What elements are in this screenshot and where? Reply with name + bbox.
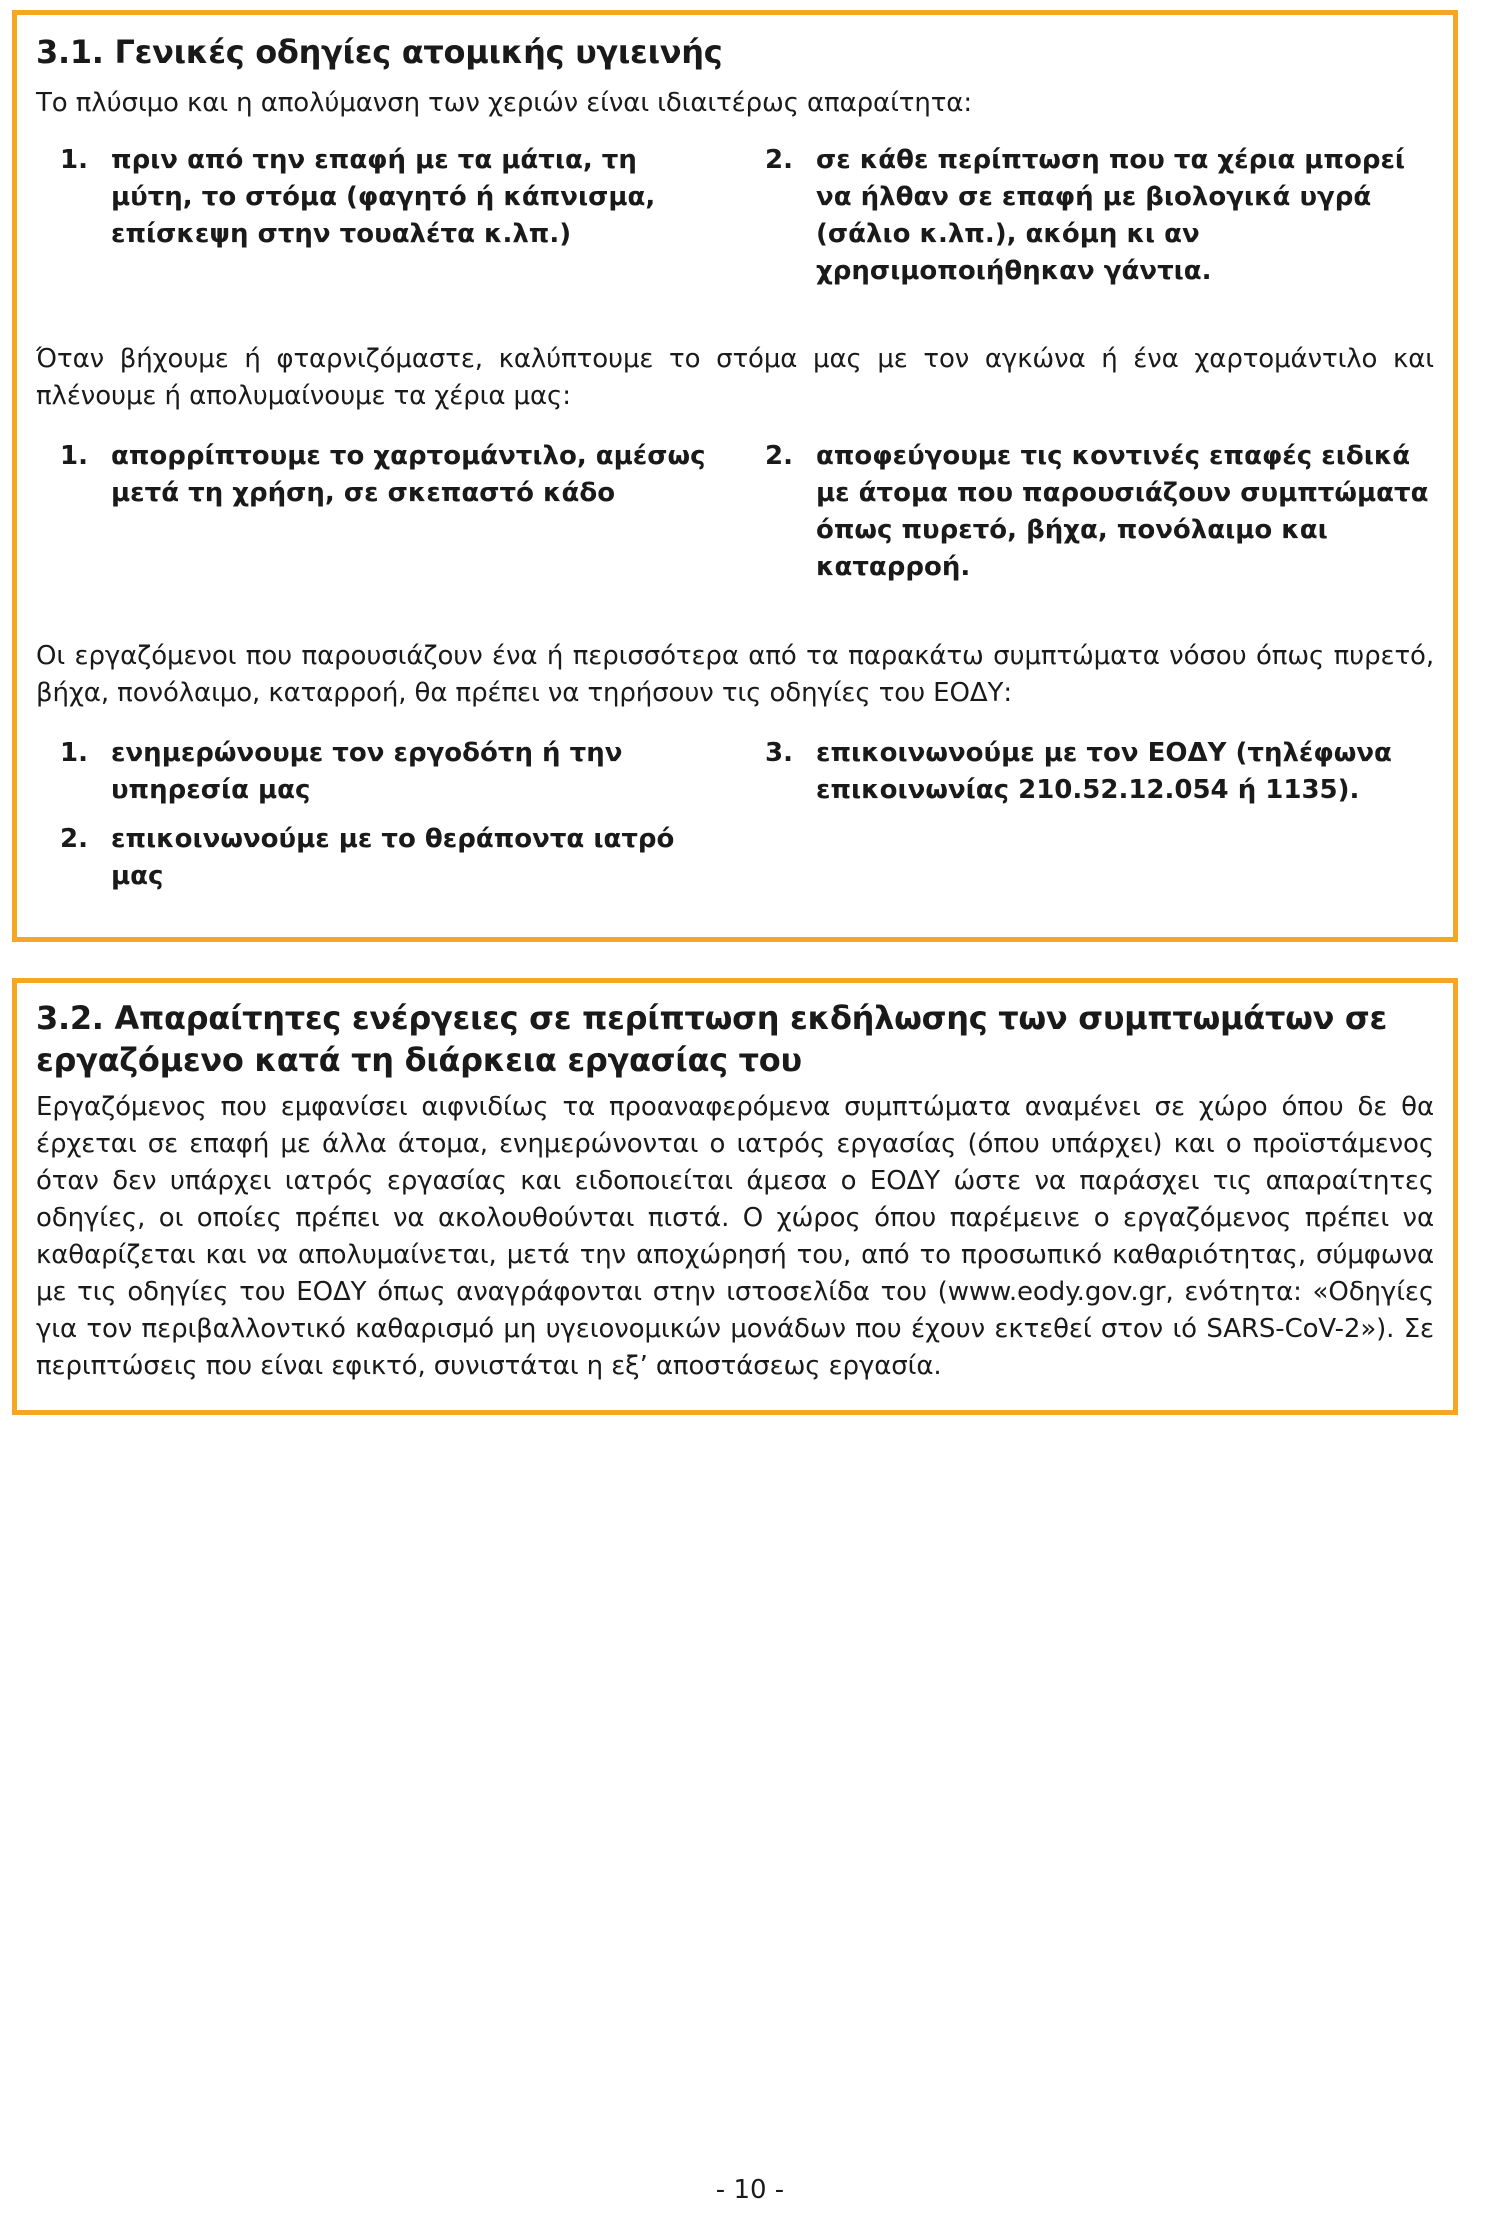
symptoms-list bbox=[36, 735, 1434, 895]
list-text: επικοινωνούμε με το θεράποντα ιατρό μας bbox=[111, 824, 675, 891]
list-text: σε κάθε περίπτωση που τα χέρια μπορεί να ήλθαν σε επαφή με βιολογικά υγρά (σάλιο κ.λπ.), ακόμη κι αν χρησιμοποιήθηκαν γάντια. bbox=[816, 145, 1406, 286]
list-number: 1. bbox=[60, 145, 88, 175]
list-text: απορρίπτουμε το χαρτομάντιλο, αμέσως μετά τη χρήση, σε σκεπαστό κάδο bbox=[111, 441, 706, 508]
hands-list bbox=[36, 142, 1434, 290]
cough-list bbox=[36, 438, 1434, 586]
cough-paragraph: Όταν βήχουμε ή φταρνιζόμαστε, καλύπτουμε το στόμα μας με τον αγκώνα ή ένα χαρτομάντιλο και πλένουμε ή απολυμαίνουμε τα χέρια μας: bbox=[36, 344, 1434, 411]
symptoms-paragraph: Οι εργαζόμενοι που παρουσιάζουν ένα ή περισσότερα από τα παρακάτω συμπτώματα νόσου όπως πυρετό, βήχα, πονόλαιμο, καταρροή, θα πρέπει να τηρήσουν τις οδηγίες του ΕΟΔΥ: bbox=[36, 641, 1434, 708]
list-item bbox=[36, 735, 726, 809]
list-item bbox=[36, 142, 726, 290]
list-item bbox=[36, 821, 726, 895]
list-text: επικοινωνούμε με τον ΕΟΔΥ (τηλέφωνα επικοινωνίας 210.52.12.054 ή 1135). bbox=[816, 738, 1392, 805]
list-number: 3. bbox=[765, 738, 793, 768]
list-text: πριν από την επαφή με τα μάτια, τη μύτη, το στόμα (φαγητό ή κάπνισμα, επίσκεψη στην τουαλέτα κ.λπ.) bbox=[111, 145, 656, 249]
list-item bbox=[741, 735, 1441, 809]
list-item bbox=[741, 438, 1441, 586]
section-general-hygiene bbox=[12, 10, 1458, 942]
section-symptoms-at-work bbox=[12, 978, 1458, 1415]
list-text: ενημερώνουμε τον εργοδότη ή την υπηρεσία μας bbox=[111, 738, 623, 805]
list-item bbox=[741, 142, 1441, 290]
list-text: αποφεύγουμε τις κοντινές επαφές ειδικά με άτομα που παρουσιάζουν συμπτώματα όπως πυρετό, βήχα, πονόλαιμο και καταρροή. bbox=[816, 441, 1429, 582]
list-item bbox=[36, 438, 726, 586]
section-body: Εργαζόμενος που εμφανίσει αιφνιδίως τα προαναφερόμενα συμπτώματα αναμένει σε χώρο όπου δε θα έρχεται σε επαφή με άλλα άτομα, ενημερώνονται ο ιατρός εργασίας (όπου υπάρχει) και ο προϊστάμενος όταν δεν υπάρχει ιατρός εργασίας και ειδοποιείται άμεσα ο ΕΟΔΥ ώστε να παράσχει τις απαραίτητες οδηγίες, οι οποίες πρέπει να ακολουθούνται πιστά. Ο χώρος όπου παρέμεινε ο εργαζόμενος πρέπει να καθαρίζεται και να απολυμαίνεται, μετά την αποχώρησή του, από το προσωπικό καθαριότητας, σύμφωνα με τις οδηγίες του ΕΟΔΥ όπως αναγράφονται στην ιστοσελίδα του (www.eody.gov.gr, ενότητα: «Οδηγίες για τον περιβαλλοντικό καθαρισμό μη υγειονομικών μονάδων που έχουν εκτεθεί στον ιό SARS-CoV-2»). Σε περιπτώσεις που είναι εφικτό, συνιστάται η εξ’ αποστάσεως εργασία. bbox=[36, 1092, 1434, 1381]
list-number: 1. bbox=[60, 441, 88, 471]
list-number: 2. bbox=[60, 824, 88, 854]
list-number: 2. bbox=[765, 441, 793, 471]
section-title: 3.1. Γενικές οδηγίες ατομικής υγιεινής bbox=[36, 33, 723, 71]
symptoms-list-right bbox=[741, 735, 1441, 895]
section-title: 3.2. Απαραίτητες ενέργειες σε περίπτωση εκδήλωσης των συμπτωμάτων σε εργαζόμενο κατά τη διάρκεια εργασίας του bbox=[36, 999, 1388, 1079]
page-number: - 10 - bbox=[715, 2175, 785, 2205]
hands-intro: Το πλύσιμο και η απολύμανση των χεριών είναι ιδιαιτέρως απαραίτητα: bbox=[36, 88, 972, 118]
list-number: 1. bbox=[60, 738, 88, 768]
list-number: 2. bbox=[765, 145, 793, 175]
symptoms-list-left bbox=[36, 735, 726, 895]
